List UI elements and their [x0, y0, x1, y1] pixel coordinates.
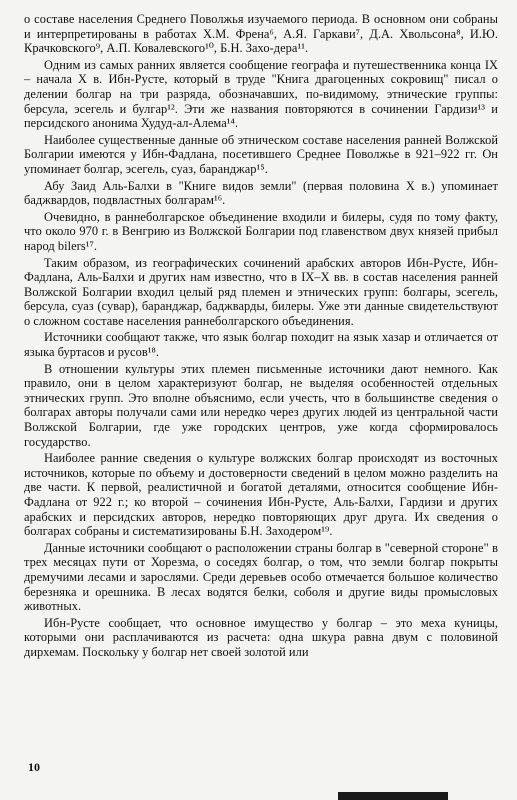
paragraph-1: о составе населения Среднего Поволжья изучаемого периода. В основном они собраны и интерпретированы в работах Х.М. Френа⁶, А.Я. Гаркави⁷, Д.А. Хвольсона⁸, И.Ю. Крачковского⁹, А.П. Ковалевского¹⁰, Б.Н. Захо-дера¹¹.: [24, 12, 498, 56]
paragraph-10: Данные источники сообщают о расположении страны болгар в "северной стороне" в трех месяцах пути от Хорезма, о соседях болгар, о том, что земли болгар покрыты дремучими лесами и зарослями. Среди деревьев особо отмечается большое количество березняка и орешника. В лесах водятся белки, соболя и другие виды промысловых животных.: [24, 540, 498, 614]
scan-edge-mark: [338, 792, 448, 800]
paragraph-4: Абу Заид Аль-Балхи в "Книге видов земли" (первая половина X в.) упоминает баджвардов, подвластных болгарам¹⁶.: [24, 178, 498, 208]
paragraph-5: Очевидно, в раннеболгарское объединение входили и билеры, судя по тому факту, что около 970 г. в Венгрию из Волжской Болгарии под главенством двух князей прибыл народ bilers¹⁷.: [24, 209, 498, 253]
paragraph-7: Источники сообщают также, что язык болгар походит на язык хазар и отличается от языка буртасов и русов¹⁸.: [24, 330, 498, 360]
paragraph-3: Наиболее существенные данные об этническом составе населения ранней Волжской Болгарии имеются у Ибн-Фадлана, посетившего Среднее Поволжье в 921–922 гг. Он упоминает болгар, эсегель, суаз, баранджар¹⁵.: [24, 132, 498, 176]
paragraph-11: Ибн-Русте сообщает, что основное имущество у болгар – это меха куницы, которыми они расплачиваются из расчета: одна шкура равна двум с половиной дирхемам. Поскольку у болгар нет своей золотой или: [24, 615, 498, 659]
paragraph-8: В отношении культуры этих племен письменные источники дают немного. Как правило, они в целом характеризуют болгар, не выделяя особенностей отдельных этнических групп. Это вполне объяснимо, если учесть, что в большинстве сведения о болгарах авторы получали сами или нередко через других людей из центральной части Волжской Болгарии, где уже городских центров, уже когда сформировалось государство.: [24, 361, 498, 449]
book-page-text: [24, 12, 498, 732]
paragraph-6: Таким образом, из географических сочинений арабских авторов Ибн-Русте, Ибн-Фадлана, Аль-Балхи и других нам известно, что в IX–X вв. в состав населения ранней Волжской Болгарии входил целый ряд племен и этнических групп: болгары, эсегель, берсула, суаз (сувар), баранджар, баджварды, билеры. Уже эти данные свидетельствуют о сложном составе населения раннеболгарского объединения.: [24, 255, 498, 328]
paragraph-2: Одним из самых ранних является сообщение географа и путешественника конца IX – начала X в. Ибн-Русте, который в труде "Книга драгоценных сокровищ" писал о делении болгар на три разряда, обозначавших, по-видимому, этнические группы: берсула, эсегель и булгар¹². Эти же названия повторяются в сочинении Гардизи¹³ и персидского анонима Худуд-ал-Алема¹⁴.: [24, 57, 498, 131]
paragraph-9: Наиболее ранние сведения о культуре волжских болгар происходят из восточных источников, которые по объему и достоверности сведений в целом можно разделить на две части. К первой, реалистичной и богатой деталями, относится сообщение Ибн-Фадлана от 922 г.; ко второй – сочинения Ибн-Русте, Аль-Балхи, Гардизи и других арабских и персидских авторов, нередко повторяющих друг друга. Их сведения о болгарах собраны и систематизированы Б.Н. Заходером¹⁹.: [24, 451, 498, 539]
page-number: 10: [28, 760, 40, 774]
